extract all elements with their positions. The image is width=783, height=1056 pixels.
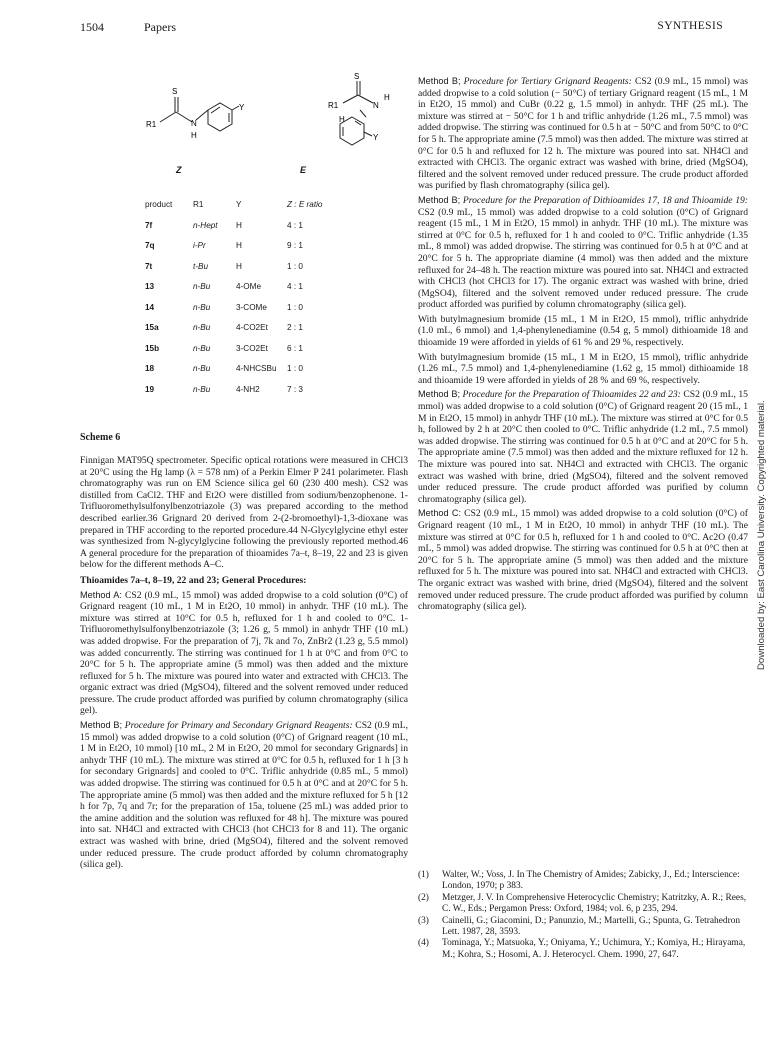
- cell-ratio: 6 : 1: [287, 343, 303, 353]
- method-b2-paragraph: [418, 76, 748, 192]
- atom-h-n-e: H: [384, 93, 390, 102]
- cell-r1: i-Pr: [193, 241, 206, 250]
- header-y: Y: [236, 200, 242, 209]
- atom-y-e: Y: [373, 133, 379, 142]
- cell-y: H: [236, 241, 242, 250]
- header-product: product: [145, 200, 173, 209]
- cell-y: H: [236, 261, 242, 271]
- method-b2-text: CS2 (0.9 mL, 15 mmol) was added dropwise to a cold solution (− 50°C) of tertiary Grignard reagent (15 mL, 1 M in Et2O, 15 mmol) and CuBr (0.22 g, 1.5 mmol) in anhydr. THF (25 mL). The mixture was stirred at − 50°C for 1 h and triflic anhydride (1.26 mL, 7.5 mmol) was added dropwise. The stirring was continued for 0.5 h at − 50°C and from 50°C to 0°C for 5 h. The appropriate amine (7.5 mmol) was then added. The mixture was stirred at 0°C for 0.5 h and refluxed for 12 h. The mixture was poured into sat. NH4Cl and extracted with CHCl3. The organic extract was washed with brine, dried (MgSO4), filtered and the solvent removed under reduced pressure. The crude product afforded was purified by flash chromatography (silica gel).: [418, 76, 748, 192]
- cell-product: 7q: [145, 241, 155, 250]
- scheme-caption: Scheme 6: [80, 432, 121, 443]
- journal-name: SYNTHESIS: [657, 20, 723, 32]
- cell-product: 14: [145, 302, 155, 312]
- isomer-label-z: Z: [176, 165, 182, 175]
- atom-n-e: N: [373, 101, 379, 110]
- cell-y: 4-NH2: [236, 384, 260, 394]
- cell-r1: n-Bu: [193, 364, 211, 373]
- cell-product: 13: [145, 282, 155, 291]
- cell-r1: n-Bu: [193, 282, 211, 291]
- method-a-label: Method A:: [80, 589, 122, 600]
- cell-product: 15a: [145, 323, 159, 332]
- method-a-text: CS2 (0.9 mL, 15 mmol) was added dropwise to a cold solution (0°C) of Grignard reagent (10 mL, 1 M in Et2O, 10 mmol) in anhydr. THF (10 mL). The mixture was stirred at 10°C for 0.5 h, refluxed for 1 h and cooled to 0°C. 1-Trifluoromethylsulfonylbenzotriazole (3; 1.26 g, 5 mmol) in anhydr THF (10 mL) was added dropwise. For the preparation of 7j, 7k and 7o, ZnBr2 (1.23 g, 5.5 mmol) was added concurrently. The stirring was continued for 1 h at 0°C and from 0°C to 20°C for 5 h. The appropriate amine (5 mmol) was then added and the mixture refluxed for 5 h. The mixture was poured into water and extracted with CHCl3. The organic extract was dried (MgSO4), filtered and the solvent removed under reduced pressure. The crude product afforded was purified by column chromatography (silica gel).: [80, 589, 408, 717]
- atom-h-z: H: [191, 131, 197, 140]
- method-c-label: Method C:: [418, 508, 462, 519]
- cell-ratio: 1 : 0: [287, 364, 303, 373]
- method-b4-text: CS2 (0.9 mL, 15 mmol) was added dropwise to a cold solution (0°C) of Grignard reagent 20 (15 mL, 1 M in Et2O, 15 mmol) in anhydr THF (10 mL). The mixture was stirred at 0°C for 0.5 h, followed by 2 h at 20°C then cooled to 0°C. Triflic anhydride (1.2 mL, 7.5 mmol) was added dropwise. The stirring was continued for 0.5 h at 0°C and at 20°C for 5 h. The appropriate amine (7.5 mmol) was then added and the mixture refluxed for 12 h. The mixture was poured into sat. NH4Cl and extracted with CHCl3. The organic extract was washed with brine, dried (MgSO4), filtered and the solvent removed under reduced pressure. The crude product afforded was purified by column chromatography (silica gel).: [418, 389, 748, 505]
- cell-y: H: [236, 220, 242, 230]
- method-b1-title: Procedure for Primary and Secondary Grignard Reagents:: [122, 720, 353, 732]
- reference-text: Cainelli, G.; Giacomini, D.; Panunzio, M.; Martelli, G.; Spunta, G. Tetrahedron Lett. 1987, 28, 3593.: [442, 915, 741, 938]
- section-title: Papers: [144, 20, 176, 34]
- reference-number: (2): [418, 892, 429, 903]
- cell-r1: n-Bu: [193, 302, 211, 312]
- cell-ratio: 9 : 1: [287, 241, 303, 250]
- references-list: [418, 870, 748, 961]
- reference-text: Metzger, J. V. In Comprehensive Heterocyclic Chemistry; Katritzky, A. R.; Rees, C. W., Eds.; Pergamon Press: Oxford, 1984; vol. 6, p 235, 294.: [442, 892, 747, 915]
- reference-text: Tominaga, Y.; Matsuoka, Y.; Oniyama, Y.; Uchimura, Y.; Komiya, H.; Hirayama, M.; Kohra, S.; Hosomi, A. J. Heterocycl. Chem. 1990, 27, 647.: [442, 938, 746, 960]
- cell-r1: n-Bu: [193, 343, 211, 353]
- reference-text: Walter, W.; Voss, J. In The Chemistry of Amides; Zabicky, J., Ed.; Interscience: London, 1970; p 383.: [442, 870, 740, 892]
- general-procedures-heading: Thioamides 7a–t, 8–19, 22 and 23; General Procedures:: [80, 574, 307, 586]
- method-b1-label: Method B;: [80, 720, 123, 731]
- cell-r1: t-Bu: [193, 261, 209, 271]
- method-b2-title: Procedure for Tertiary Grignard Reagents:: [460, 76, 632, 87]
- method-c-paragraph: [418, 508, 748, 612]
- atom-s-z: S: [172, 87, 178, 96]
- atom-n-z: N: [191, 119, 197, 128]
- cell-ratio: 7 : 3: [287, 384, 303, 394]
- intro-paragraph: Finnigan MAT95Q spectrometer. Specific optical rotations were measured in CHCl3 at 20°C using the Hg lamp (λ = 578 nm) of a Perkin Elmer P 241 polarimeter. Flash chromatography was run on EM Science silica gel 60 (230 400 mesh). CS2 was distilled from CaCl2. THF and Et2O were distilled from sodium/benzophenone. 1-Trifluoromethylsulfonylbenzotriazole (3) was prepared according to the method described earlier.36 Grignard 20 derived from 2-(2-bromoethyl)-1,3-dioxane was prepared in THF according to the reported procedure.44 N-Glycylglycine ethyl ester was synthesized from N-glycylglycine following the previously reported method.46 A general procedure for the preparation of thioamides 7a–t, 8–19, 22 and 23 is given below for the different methods A–C.: [80, 455, 408, 571]
- cell-y: 4-OMe: [236, 282, 262, 291]
- reference-item: [418, 916, 748, 939]
- cell-y: 4-CO2Et: [236, 323, 268, 332]
- cell-y: 3-COMe: [236, 302, 267, 312]
- cell-y: 4-NHCSBu: [236, 364, 277, 373]
- reference-item: [418, 938, 748, 961]
- cell-product: 7t: [145, 261, 153, 271]
- atom-y-z: Y: [239, 103, 245, 112]
- butyl-paragraph-2: With butylmagnesium bromide (15 mL, 1 M in Et2O, 15 mmol), triflic anhydride (1.26 mL, 7.5 mmol) and 1,4-phenylenediamine (1.62 g, 15 mmol) dithioamide 18 and thioamide 19 were afforded in yields of 28 % and 69 %, respectively.: [418, 351, 748, 386]
- cell-product: 7f: [145, 220, 153, 230]
- header-r1: R1: [193, 200, 204, 209]
- atom-h-e: H: [339, 115, 345, 124]
- atom-r1-z: R1: [146, 120, 157, 129]
- cell-ratio: 2 : 1: [287, 323, 303, 332]
- cell-r1: n-Bu: [193, 384, 211, 394]
- reference-number: (1): [418, 870, 429, 880]
- isomer-label-e: E: [300, 165, 307, 175]
- reference-item: [418, 893, 748, 916]
- cell-y: 3-CO2Et: [236, 343, 268, 353]
- download-watermark: [754, 370, 774, 670]
- reference-item: [418, 870, 748, 893]
- method-b1-paragraph: [80, 720, 408, 871]
- method-a-paragraph: [80, 590, 408, 718]
- atom-r1-e: R1: [328, 101, 339, 110]
- method-b4-label: Method B;: [418, 389, 460, 400]
- page-number: 1504: [80, 20, 104, 34]
- thioamide-structures: [140, 72, 400, 172]
- cell-ratio: 1 : 0: [287, 302, 303, 312]
- left-column: [80, 455, 408, 874]
- method-b1-text: CS2 (0.9 mL, 15 mmol) was added dropwise to a cold solution (0°C) of Grignard reagent (10 mL, 1 M in Et2O, 10 mmol) [10 mL, 2 M in Et2O, 20 mmol for secondary Grignards] in anhydr THF (10 mL). The mixture was stirred at 0°C for 0.5 h, refluxed for 1 h [3 h for secondary Grignards] and cooled to 0°C. Triflic anhydride (0.85 mL, 5 mmol) was added dropwise. The stirring was continued for 0.5 h at 0°C and at 20°C for 5 h. The appropriate amine (5 mmol) was then added and the mixture refluxed for 5 h [12 h for 7p, 7q and 7r; for the preparation of 15a, toluene (25 mL) was added prior to the amine addition and the solution was refluxed for 48 h]. The mixture was poured into sat. NH4Cl and extracted with CHCl3 (hot CHCl3 for 8 and 11). The organic extract was washed with brine, dried (MgSO4), filtered and the solvent removed under reduced pressure. The crude product afforded by column chromatography (silica gel).: [80, 720, 408, 871]
- cell-product: 19: [145, 384, 155, 394]
- scheme-6: [80, 72, 410, 432]
- butyl-paragraph-1: With butylmagnesium bromide (15 mL, 1 M in Et2O, 15 mmol), triflic anhydride (1.0 mL, 6 mmol) and 1,4-phenylenediamine (0.54 g, 5 mmol) dithioamide 18 and thioamide 19 were afforded in yields of 61 % and 29 %, respectively.: [418, 313, 748, 349]
- cell-product: 18: [145, 364, 155, 373]
- reference-number: (3): [418, 915, 429, 926]
- cell-ratio: 1 : 0: [287, 261, 303, 271]
- cell-r1: n-Hept: [193, 220, 218, 230]
- watermark-text: Downloaded by: East Carolina University. Copyrighted material.: [756, 400, 767, 670]
- method-b4-title: Procedure for the Preparation of Thioamides 22 and 23:: [460, 389, 681, 401]
- right-column: [418, 76, 748, 616]
- method-b3-text: CS2 (0.9 mL, 15 mmol) was added dropwise to a cold solution (0°C) of Grignard reagent (15 mL, 1 M in Et2O, 15 mmol) in anhydr. THF (10 mL). The mixture was stirred at 0°C for 0.5 h, refluxed for 1 h and cooled to 0°C. Triflic anhydride (1.35 mL, 8 mmol) was added dropwise. The stirring was continued for 0.5 h at 0°C and at 20°C for 5 h. The appropriate diamine (4 mmol) was then added and the mixture refluxed for 24–48 h. The reaction mixture was poured into sat. NH4Cl and extracted with CHCl3 (hot CHCl3 for 17). The organic extract was washed with brine, dried (MgSO4), filtered and the solvent removed under reduced pressure. The crude product afforded was purified by column chromatography (silica gel).: [418, 206, 748, 311]
- header-ratio: Z : E ratio: [287, 200, 323, 209]
- method-b3-title: Procedure for the Preparation of Dithioamides 17, 18 and Thioamide 19:: [460, 194, 748, 206]
- reference-number: (4): [418, 938, 429, 949]
- cell-r1: n-Bu: [193, 323, 211, 332]
- cell-ratio: 4 : 1: [287, 220, 303, 230]
- atom-s-e: S: [354, 72, 360, 81]
- method-b4-paragraph: [418, 389, 748, 505]
- cell-ratio: 4 : 1: [287, 282, 303, 291]
- cell-product: 15b: [145, 343, 160, 353]
- method-b2-label: Method B;: [418, 76, 461, 86]
- method-b3-paragraph: [418, 195, 748, 311]
- method-b3-label: Method B;: [418, 194, 461, 205]
- method-c-text: CS2 (0.9 mL, 15 mmol) was added dropwise to a cold solution (0°C) of Grignard reagent (10 mL, 1 M in Et2O, 10 mmol) in anhydr THF (10 mL). The mixture was stirred at 0°C for 0.5 h, refluxed for 1 h and cooled to 0°C. Ac2O (0.47 mL, 5 mmol) was added dropwise. The stirring was continued for 0.5 h at 0°C then at 20°C for 5 h. The appropriate amine (5 mmol) was then added and the mixture refluxed for 5 h. The mixture was poured into sat. NH4Cl and extracted with CHCl3. The organic extract was washed with brine, dried (MgSO4), filtered and the solvent removed under reduced pressure. The crude product afforded was purified by column chromatography (silica gel).: [418, 508, 748, 613]
